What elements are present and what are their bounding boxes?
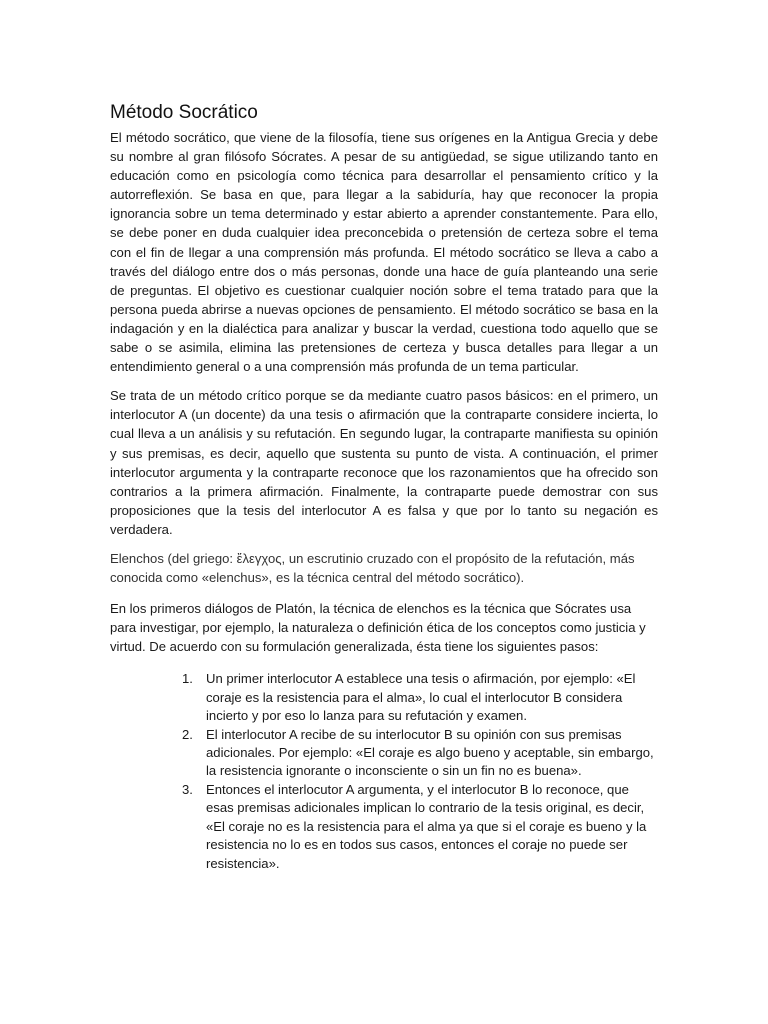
list-item-number: 3. <box>182 781 193 797</box>
list-item-number: 1. <box>182 671 193 687</box>
list-item-text: Un primer interlocutor A establece una tesis o afirmación, por ejemplo: «El coraje es la resistencia para el alma», lo cual el interlocutor B considera incierto y por eso lo lanza para su refutación y examen. <box>206 671 636 724</box>
page-title: Método Socrático <box>110 102 258 123</box>
elenchos-term: Elenchos <box>110 550 164 566</box>
paragraph-plato: En los primeros diálogos de Platón, la técnica de elenchos es la técnica que Sócrates usa para investigar, por ejemplo, la naturaleza o definición ética de los conceptos como justicia y virtud. De acuerdo con su formulación generalizada, ésta tiene los siguientes pasos: <box>110 601 646 655</box>
list-item-text: Entonces el interlocutor A argumenta, y el interlocutor B lo reconoce, que esas premisas adicionales implican lo contrario de la tesis original, es decir, «El coraje no es la resistencia para el alma ya que si el coraje es bueno y la resistencia no lo es en todos sus casos, entonces el coraje no puede ser resistencia». <box>206 781 647 871</box>
list-item <box>110 781 656 873</box>
list-item <box>110 726 656 781</box>
steps-list <box>110 670 658 872</box>
paragraph-elenchos <box>110 549 658 587</box>
elenchos-definition: (del griego: ἔλεγχος, un escrutinio cruzado con el propósito de la refutación, más conocida como «elenchus», es la técnica central del método socrático). <box>110 550 635 586</box>
list-item-text: El interlocutor A recibe de su interlocutor B su opinión con sus premisas adicionales. Por ejemplo: «El coraje es algo bueno y aceptable, sin embargo, la resistencia ignorante o inconsciente o sin un fin no es buena». <box>206 726 654 779</box>
paragraph-intro: El método socrático, que viene de la filosofía, tiene sus orígenes en la Antigua Grecia y debe su nombre al gran filósofo Sócrates. A pesar de su antigüedad, se sigue utilizando tanto en educación como en psicología como técnica para desarrollar el pensamiento crítico y la autorreflexión. Se basa en que, para llegar a la sabiduría, hay que reconocer la propia ignorancia sobre un tema determinado y estar abierto a aprender constantemente. Para ello, se debe poner en duda cualquier idea preconcebida o pretensión de certeza sobre el tema con el fin de llegar a una comprensión más profunda. El método socrático se lleva a cabo a través del diálogo entre dos o más personas, donde una hace de guía planteando una serie de preguntas. El objetivo es cuestionar cualquier noción sobre el tema tratado para que la persona pueda abrirse a nuevas opciones de pensamiento. El método socrático se basa en la indagación y en la dialéctica para analizar y buscar la verdad, cuestiona todo aquello que se sabe o se asimila, elimina las pretensiones de certeza y busca detalles para llegar a un entendimiento general o a una comprensión más profunda de un tema particular. <box>110 130 658 375</box>
document-page <box>110 100 658 873</box>
list-item <box>110 670 656 725</box>
list-item-number: 2. <box>182 726 193 742</box>
paragraph-critical-method: Se trata de un método crítico porque se da mediante cuatro pasos básicos: en el primero, un interlocutor A (un docente) da una tesis o afirmación que la contraparte considere incierta, lo cual lleva a un análisis y su refutación. En segundo lugar, la contraparte manifiesta su opinión y sus premisas, es decir, aquello que sustenta su punto de vista. A continuación, el primer interlocutor argumenta y la contraparte reconoce que los razonamientos que ha ofrecido son contrarios a la primera afirmación. Finalmente, la contraparte puede demostrar con sus proposiciones que la tesis del interlocutor A es falsa y que por lo tanto su negación es verdadera. <box>110 388 658 537</box>
